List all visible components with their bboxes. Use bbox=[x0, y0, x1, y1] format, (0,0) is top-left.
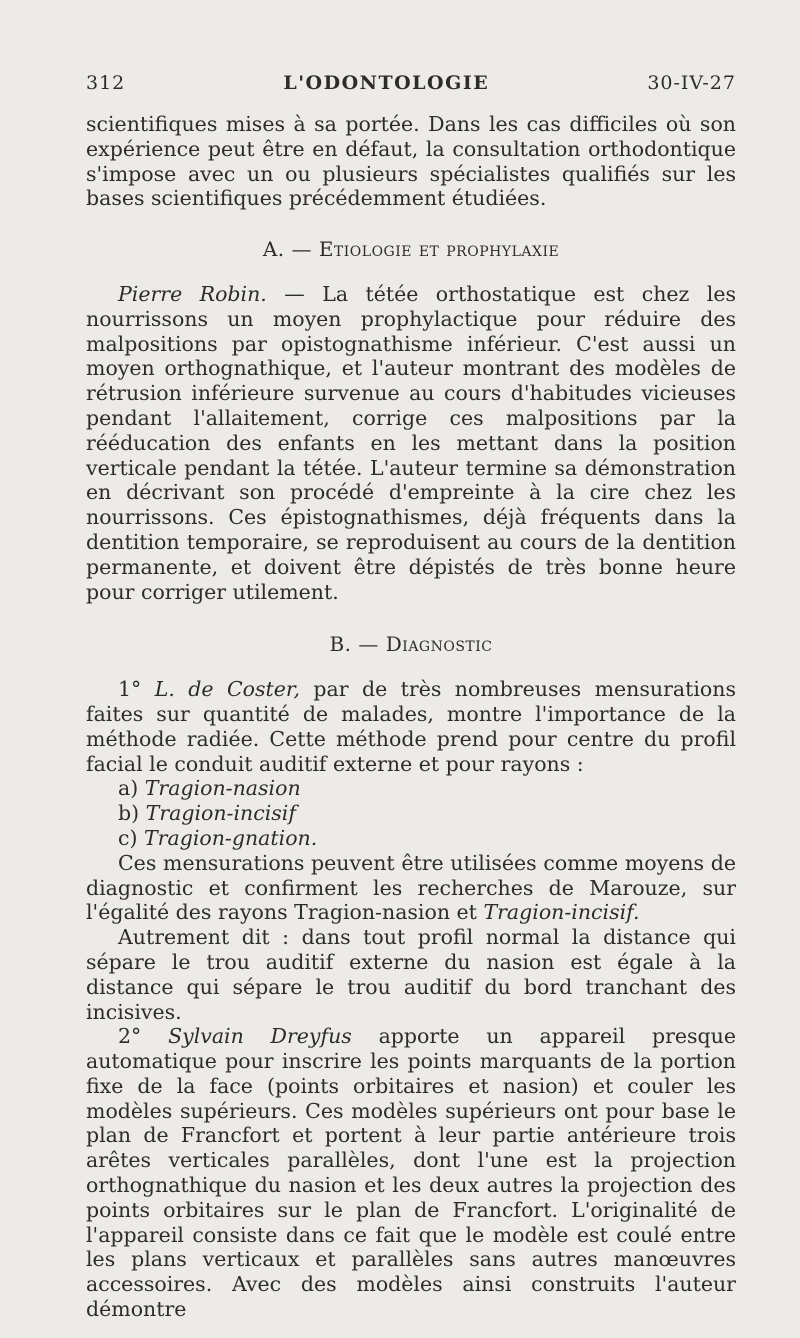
list-text: Tragion-nasion bbox=[144, 776, 301, 801]
robin-paragraph bbox=[86, 282, 736, 604]
page-body bbox=[86, 112, 736, 1322]
tragion-incisif-term: Tragion-incisif. bbox=[483, 900, 640, 925]
list-label: b) bbox=[118, 801, 146, 826]
section-b-title: Diagnostic bbox=[385, 632, 493, 657]
author-dreyfus: Sylvain Dreyfus bbox=[168, 1024, 352, 1049]
list-label: c) bbox=[118, 825, 144, 850]
autrement-paragraph: Autrement dit : dans tout profil normal la distance qui sépare le trou auditif externe du nasion est égale à la distance qui sépare le trou auditif du bord tranchant des incisives. bbox=[86, 925, 736, 1024]
item-number-2: 2° bbox=[118, 1024, 142, 1049]
author-coster: L. de Coster, bbox=[154, 677, 300, 702]
list-text: Tragion-incisif bbox=[145, 801, 296, 826]
list-item bbox=[86, 776, 736, 801]
page-number: 312 bbox=[86, 72, 126, 94]
journal-title: L'ODONTOLOGIE bbox=[283, 72, 490, 94]
author-robin: Pierre Robin. bbox=[118, 281, 267, 306]
issue-date: 30-IV-27 bbox=[647, 72, 736, 94]
intro-paragraph: scientifiques mises à sa portée. Dans les cas difficiles où son expérience peut être en défaut, la consultation orthodontique s'impose avec un ou plusieurs spécialistes qualifiés sur les bases scientifiques précédemment étudiées. bbox=[86, 112, 736, 211]
list-item bbox=[86, 801, 736, 826]
list-item bbox=[86, 826, 736, 851]
running-header bbox=[86, 72, 736, 94]
dreyfus-paragraph bbox=[86, 1024, 736, 1322]
section-b-heading bbox=[86, 632, 736, 657]
mensurations-text: Ces mensurations peuvent être utilisées comme moyens de diagnostic et confirment les recherches de Marouze, sur l'égalité des rayons Tragion-nasion et bbox=[86, 850, 736, 925]
section-a-heading bbox=[86, 237, 736, 262]
dreyfus-text: apporte un appareil presque automatique pour inscrire les points marquants de la portion fixe de la face (points orbitaires et nasion) et couler les modèles supérieurs. Ces modèles supérieurs ont pour base le plan de Francfort et portent à leur partie antérieure trois arêtes verticales parallèles, dont l'une est la projection orthognathique du nasion et les deux autres la projection des points orbitaires sur le plan de Francfort. L'originalité de l'appareil consiste dans ce fait que le modèle est coulé entre les plans verticaux et parallèles sans autres manœuvres accessoires. Avec des modèles ainsi construits l'auteur démontre bbox=[86, 1024, 736, 1322]
section-b-letter: B. — bbox=[329, 632, 386, 657]
mensurations-paragraph bbox=[86, 851, 736, 925]
list-text: Tragion-gnation. bbox=[144, 825, 318, 850]
coster-text: par de très nombreuses mensurations faites sur quantité de malades, montre l'importance de la méthode radiée. Cette méthode prend pour centre du profil facial le conduit auditif externe et pour rayons : bbox=[86, 677, 736, 776]
coster-paragraph bbox=[86, 677, 736, 776]
section-a-letter: A. — bbox=[262, 237, 319, 262]
robin-text: — La tétée orthostatique est chez les nourrissons un moyen prophylactique pour réduire des malpositions par opistognathisme inférieur. C'est aussi un moyen orthognathique, et l'auteur montrant des modèles de rétrusion inférieure survenue au cours d'habitudes vicieuses pendant l'allaitement, corrige ces malpositions par la rééducation des enfants en les mettant dans la position verticale pendant la tétée. L'auteur termine sa démonstration en décrivant son procédé d'empreinte à la cire chez les nourrissons. Ces épistognathismes, déjà fréquents dans la dentition temporaire, se reproduisent au cours de la dentition permanente, et doivent être dépistés de très bonne heure pour corriger utilement. bbox=[86, 281, 737, 604]
section-a-title: Etiologie et prophylaxie bbox=[318, 237, 560, 262]
list-label: a) bbox=[118, 776, 145, 801]
item-number-1: 1° bbox=[118, 677, 142, 702]
